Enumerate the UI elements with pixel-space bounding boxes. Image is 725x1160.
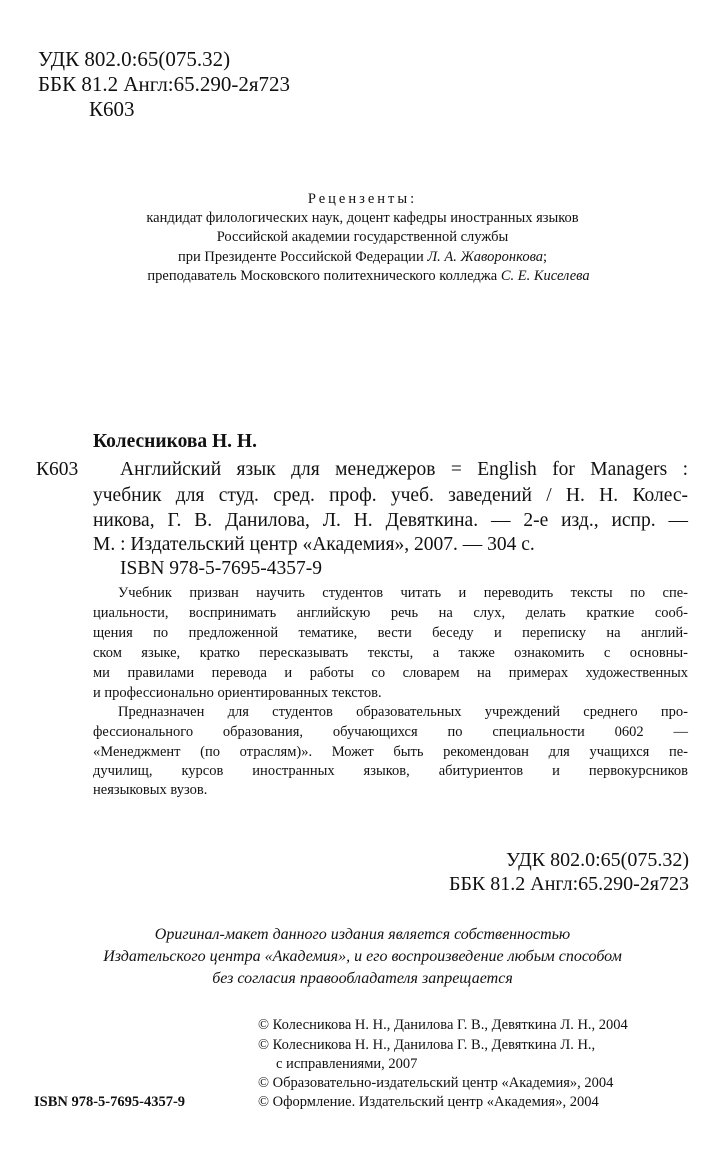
classification-udk: УДК 802.0:65(075.32) bbox=[506, 849, 689, 871]
footer-isbn: ISBN 978-5-7695-4357-9 bbox=[34, 1094, 186, 1110]
annotation-p2-line-5: неязыковых вузов. bbox=[93, 782, 208, 798]
annotation-p2-line-1: Предназначен для студентов образовательных учреждений среднего про- bbox=[118, 704, 688, 720]
bib-line-2: учебник для студ. сред. проф. учеб. заведений / Н. Н. Колес- bbox=[93, 485, 688, 506]
bib-line-4: М. : Издательский центр «Академия», 2007. — 304 с. bbox=[93, 534, 535, 555]
copyright-line-2: © Колесникова Н. Н., Данилова Г. В., Девяткина Л. Н., bbox=[258, 1037, 596, 1053]
annotation-p2-line-4: дучилищ, курсов иностранных языков, абитуриентов и первокурсников bbox=[93, 763, 688, 779]
header-bbk: ББК 81.2 Англ:65.290-2я723 bbox=[38, 72, 291, 96]
reviewers-line-1: кандидат филологических наук, доцент кафедры иностранных языков bbox=[146, 210, 579, 226]
annotation-p2-line-3: «Менеджмент (по отраслям)». Может быть рекомендован для учащихся пе- bbox=[93, 744, 688, 760]
reviewers-line-4-prefix: преподаватель Московского политехнического колледжа bbox=[147, 268, 498, 284]
classification-bbk: ББК 81.2 Англ:65.290-2я723 bbox=[448, 873, 689, 895]
bib-line-3: никова, Г. В. Данилова, Л. Н. Девяткина. — 2-е изд., испр. — bbox=[93, 510, 688, 531]
copyright-line-5: © Оформление. Издательский центр «Академия», 2004 bbox=[258, 1094, 599, 1110]
copyright-line-4: © Образовательно-издательский центр «Академия», 2004 bbox=[258, 1075, 614, 1091]
reviewers-line-2: Российской академии государственной службы bbox=[216, 229, 509, 245]
reviewers-line-3-prefix: при Президенте Российской Федерации bbox=[177, 249, 424, 265]
reviewers-line-3-suffix: ; bbox=[543, 249, 548, 265]
reviewers-title: Рецензенты: bbox=[307, 191, 418, 207]
header-code: К603 bbox=[89, 97, 135, 121]
copyright-line-3: с исправлениями, 2007 bbox=[276, 1056, 418, 1072]
annotation-p1-line-2: циальности, воспринимать английскую речь на слух, делать краткие сооб- bbox=[93, 605, 688, 621]
reviewers-line-3 bbox=[0, 247, 725, 267]
annotation-p1-line-5: ми правилами перевода и работы со словарем на примерах художественных bbox=[93, 665, 688, 681]
bib-code: К603 bbox=[36, 459, 79, 480]
reviewer-name-2: С. Е. Киселева bbox=[500, 268, 590, 284]
notice-line-1: Оригинал-макет данного издания является собственностью bbox=[154, 926, 571, 943]
bib-author: Колесникова Н. Н. bbox=[93, 431, 257, 452]
annotation-p1-line-1: Учебник призван научить студентов читать и переводить тексты по спе- bbox=[118, 585, 688, 601]
annotation-p1-line-6: и профессионально ориентированных текстов. bbox=[93, 685, 382, 701]
annotation-p1-line-3: щения по предложенной тематике, вести беседу и переписку на англий- bbox=[93, 625, 688, 641]
reviewers-line-4 bbox=[6, 266, 725, 286]
bib-isbn: ISBN 978-5-7695-4357-9 bbox=[120, 558, 323, 579]
notice-line-3: без согласия правообладателя запрещается bbox=[212, 970, 513, 987]
copyright-line-1: © Колесникова Н. Н., Данилова Г. В., Девяткина Л. Н., 2004 bbox=[258, 1017, 628, 1033]
annotation-p1-line-4: ском языке, кратко пересказывать тексты, а также ознакомить с основны- bbox=[93, 645, 688, 661]
annotation-p2-line-2: фессионального образования, обучающихся по специальности 0602 — bbox=[93, 724, 688, 740]
reviewer-name-1: Л. А. Жаворонкова bbox=[427, 249, 544, 265]
header-udk: УДК 802.0:65(075.32) bbox=[38, 47, 231, 71]
bib-line-1: Английский язык для менеджеров = English for Managers : bbox=[120, 459, 688, 480]
notice-line-2: Издательского центра «Академия», и его воспроизведение любым способом bbox=[103, 948, 622, 965]
